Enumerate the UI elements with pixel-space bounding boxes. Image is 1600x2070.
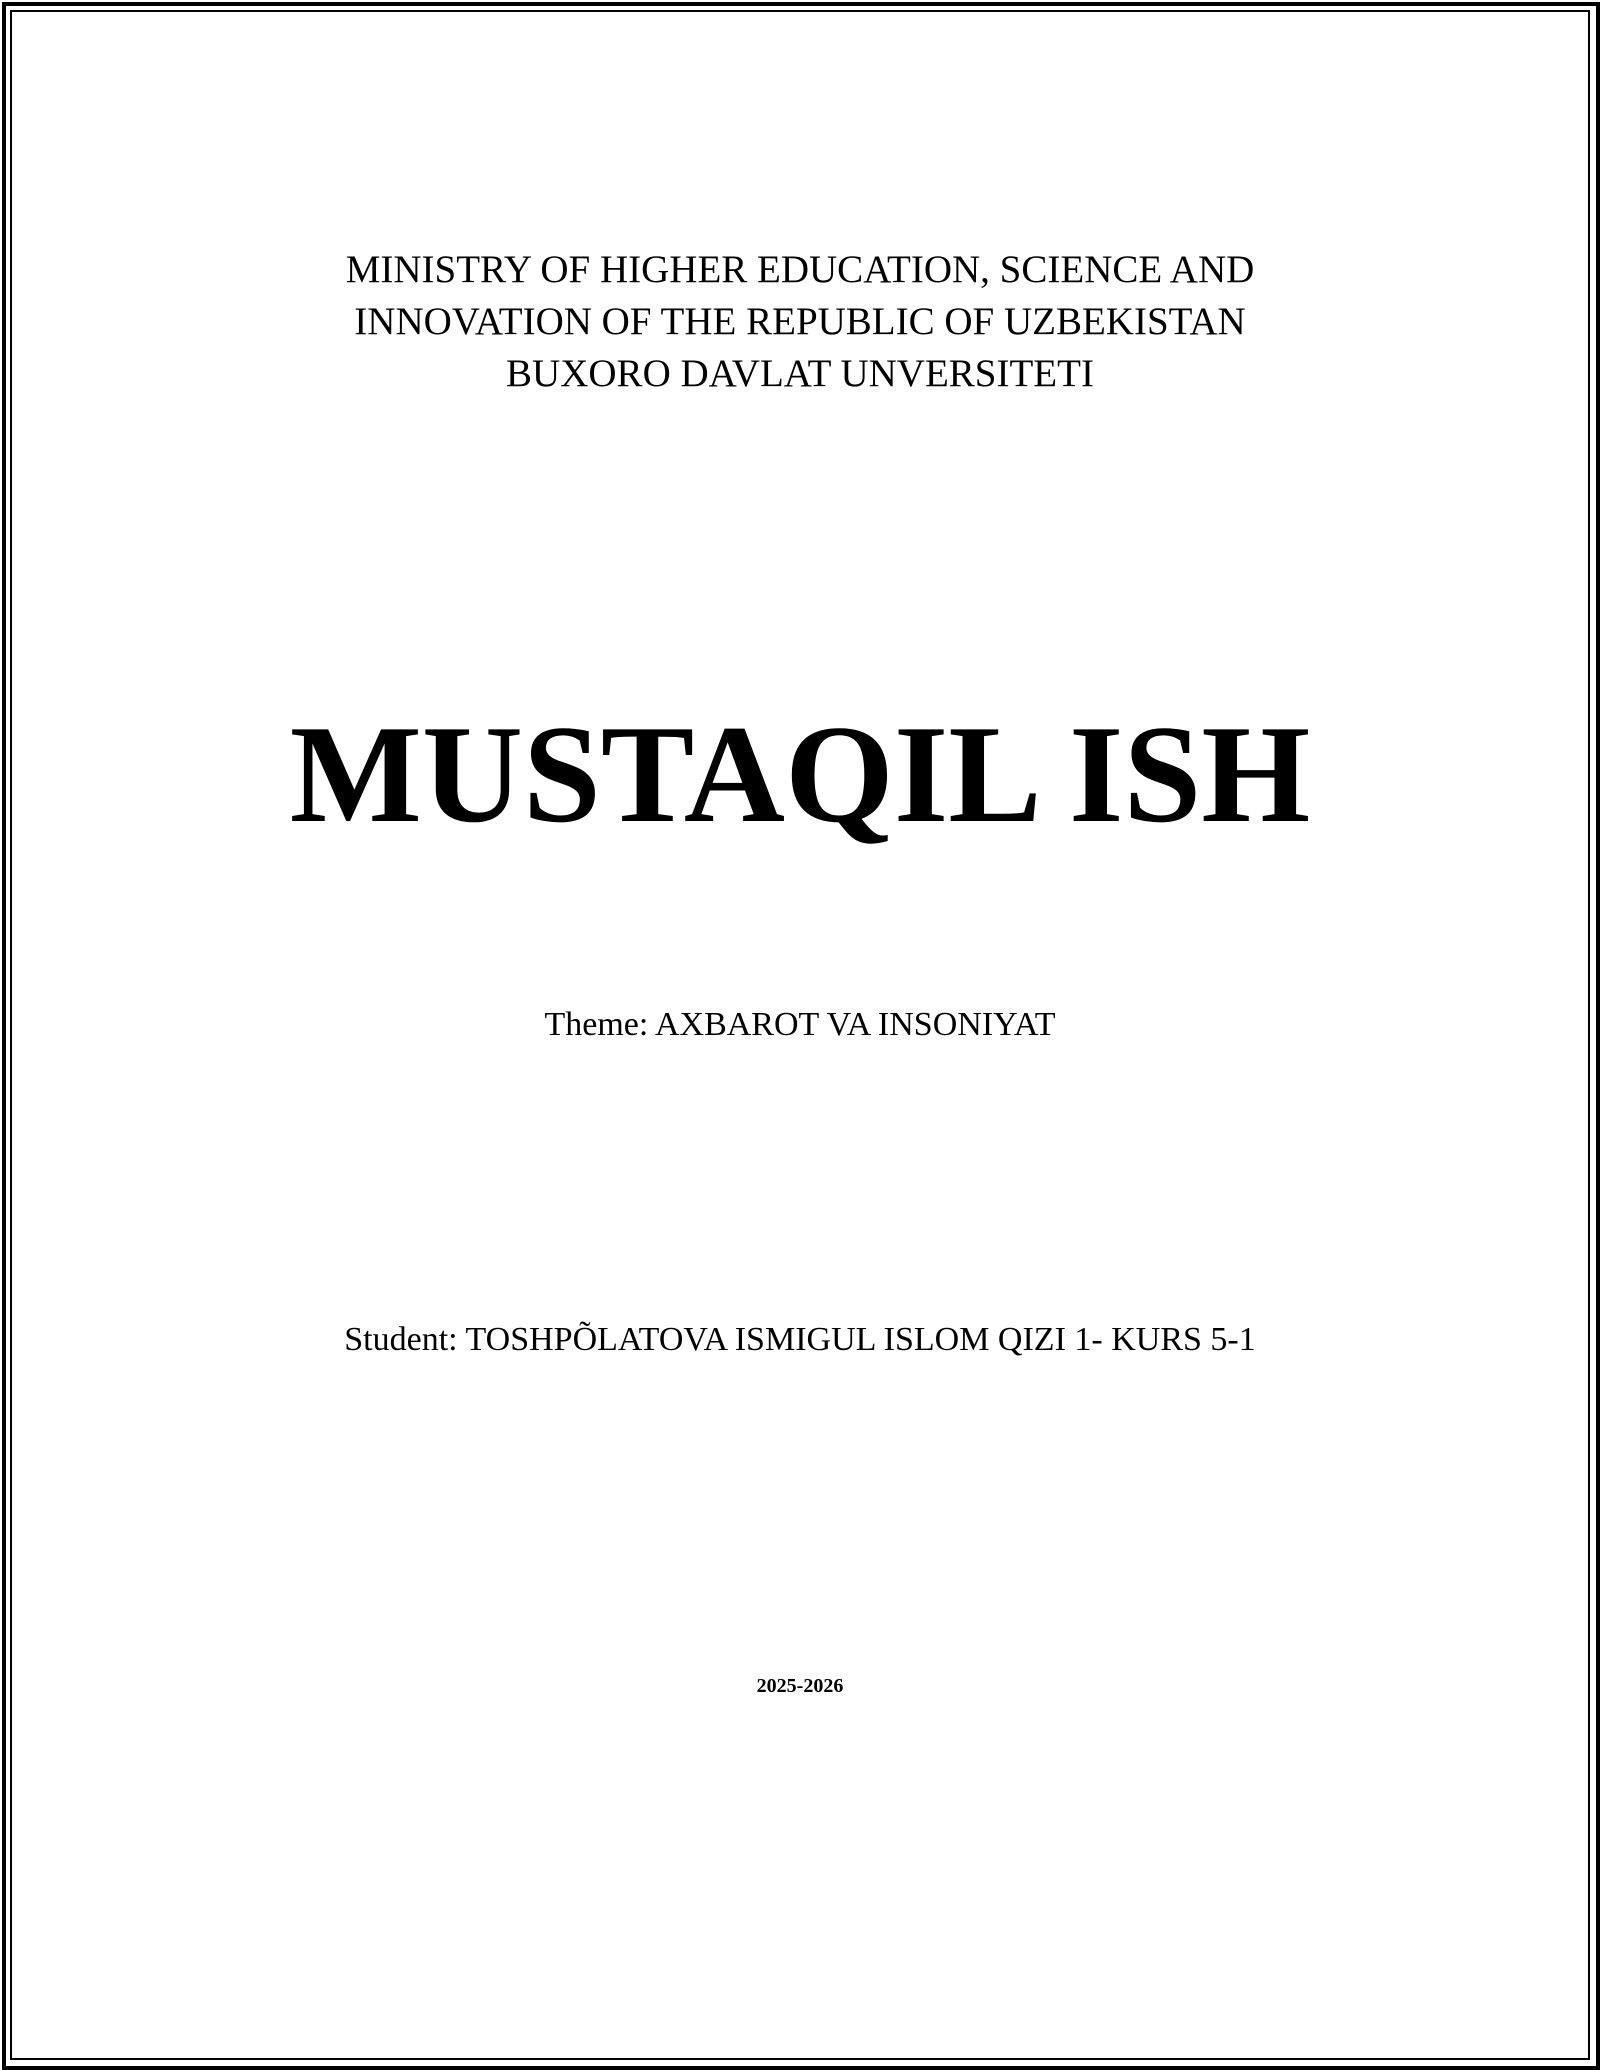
ministry-line-2: INNOVATION OF THE REPUBLIC OF UZBEKISTAN <box>354 300 1246 343</box>
theme-line: Theme: AXBAROT VA INSONIYAT <box>544 1006 1056 1043</box>
ministry-line-1: MINISTRY OF HIGHER EDUCATION, SCIENCE AND <box>345 248 1255 291</box>
document-title: MUSTAQIL ISH <box>289 697 1311 852</box>
institution-header <box>0 244 1600 400</box>
student-line: Student: TOSHPÕLATOVA ISMIGUL ISLOM QIZI 1- KURS 5-1 <box>344 1321 1256 1358</box>
university-name: BUXORO DAVLAT UNVERSITETI <box>506 352 1094 395</box>
academic-year: 2025-2026 <box>756 1675 844 1697</box>
